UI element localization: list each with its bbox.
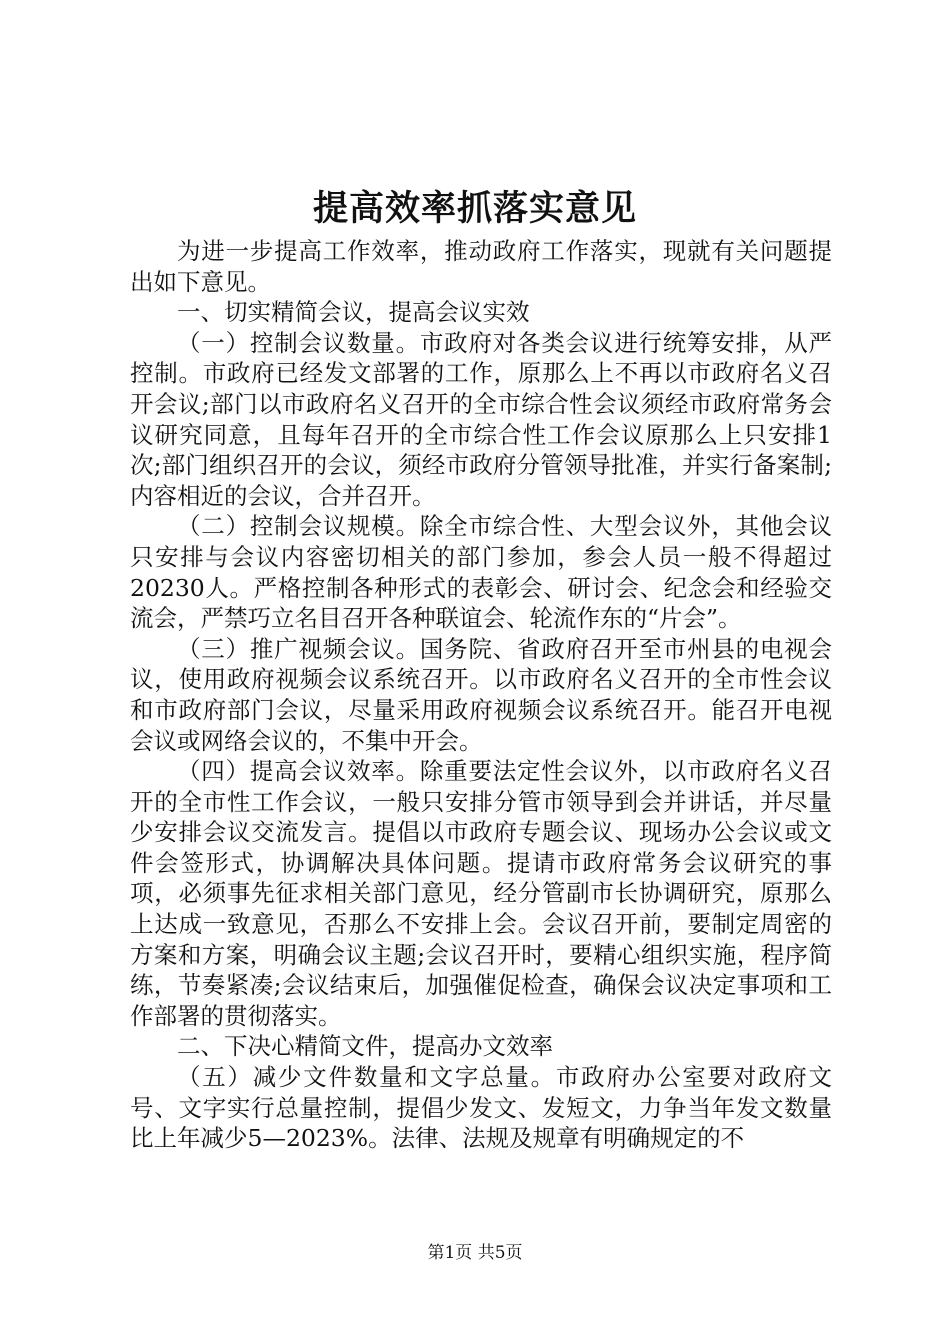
section-heading-1: 一、切实精简会议，提高会议实效 <box>177 298 530 327</box>
intro-paragraph: 为进一步提高工作效率，推动政府工作落实，现就有关问题提出如下意见。 <box>130 237 832 296</box>
page-footer: 第1页 共5页 <box>427 1243 523 1263</box>
section-heading-2: 二、下决心精简文件，提高办文效率 <box>177 1032 553 1061</box>
paragraph-2: （二）控制会议规模。除全市综合性、大型会议外，其他会议只安排与会议内容密切相关的部门参加，参会人员一般不得超过20230人。严格控制各种形式的表彰会、研讨会、纪念会和经验交流会，严禁巧立名目召开各种联谊会、轮流作东的“片会”。 <box>130 512 832 633</box>
paragraph-1: （一）控制会议数量。市政府对各类会议进行统筹安排，从严控制。市政府已经发文部署的工作，原那么上不再以市政府名义召开会议;部门以市政府名义召开的全市综合性会议须经市政府常务会议研究同意，且每年召开的全市综合性工作会议原那么上只安排1次;部门组织召开的会议，须经市政府分管领导批准，并实行备案制;内容相近的会议，合并召开。 <box>130 328 832 510</box>
paragraph-4: （四）提高会议效率。除重要法定性会议外，以市政府名义召开的全市性工作会议，一般只安排分管市领导到会并讲话，并尽量少安排会议交流发言。提倡以市政府专题会议、现场办公会议或文件会签形式，协调解决具体问题。提请市政府常务会议研究的事项，必须事先征求相关部门意见，经分管副市长协调研究，原那么上达成一致意见，否那么不安排上会。会议召开前，要制定周密的方案和方案，明确会议主题;会议召开时，要精心组织实施，程序简练，节奏紧凑;会议结束后，加强催促检查，确保会议决定事项和工作部署的贯彻落实。 <box>130 757 832 1030</box>
page-title: 提高效率抓落实意见 <box>312 188 637 229</box>
paragraph-5: （五）减少文件数量和文字总量。市政府办公室要对政府文号、文字实行总量控制，提倡少发文、发短文，力争当年发文数量比上年减少5—2023%。法律、法规及规章有明确规定的不 <box>130 1063 832 1153</box>
document-body <box>130 236 879 1154</box>
paragraph-3: （三）推广视频会议。国务院、省政府召开至市州县的电视会议，使用政府视频会议系统召开。以市政府名义召开的全市性会议和市政府部门会议，尽量采用政府视频会议系统召开。能召开电视 会议或网络会议的，不集中开会。 <box>130 634 879 755</box>
